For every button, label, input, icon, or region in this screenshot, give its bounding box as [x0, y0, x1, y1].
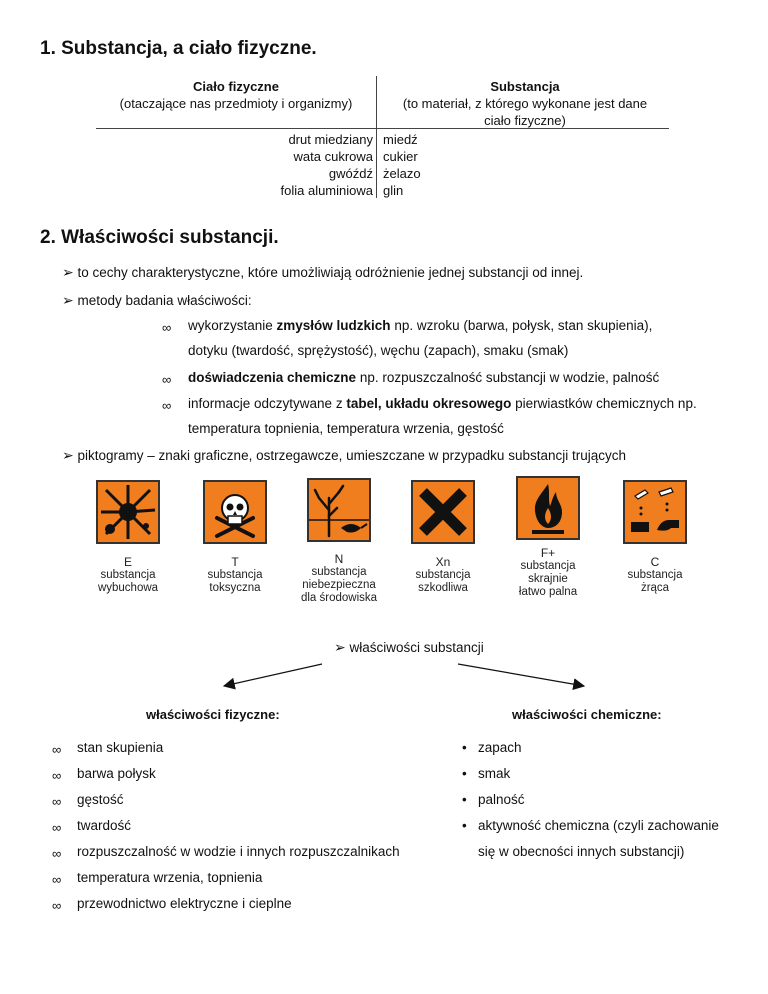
method-tables-post: pierwiastków chemicznych np. — [511, 396, 697, 411]
col-right-sub2: ciało fizyczne) — [484, 113, 566, 128]
table-row-body: drut miedziany — [288, 132, 373, 147]
infinity-bullet-icon: ∞ — [52, 898, 62, 913]
arrow-left — [224, 664, 322, 686]
chemical-item-continued: się w obecności innych substancji) — [478, 844, 685, 859]
pictogram-line2: żrąca — [640, 582, 670, 594]
method-senses-bold: zmysłów ludzkich — [276, 318, 391, 333]
bullet-dot-icon: • — [462, 818, 467, 833]
physical-item: przewodnictwo elektryczne i cieplne — [77, 896, 292, 911]
chemical-item: smak — [478, 766, 511, 781]
infinity-bullet-icon: ∞ — [52, 742, 62, 757]
pictograms-text: piktogramy – znaki graficzne, ostrzegawcze, umieszczane w przypadku substancji trujących — [77, 448, 626, 463]
section2-heading: 2. Właściwości substancji. — [40, 227, 279, 248]
table-row-body: gwóźdź — [328, 166, 373, 181]
pictogram-line2: szkodliwa — [418, 582, 468, 594]
definition-text: to cechy charakterystyczne, które umożliwiają odróżnienie jednej substancji od innej. — [77, 265, 584, 280]
pictogram-line1: substancja — [520, 560, 576, 572]
physical-item: twardość — [77, 818, 132, 833]
pictogram-line3: dla środowiska — [300, 592, 378, 604]
pictogram-code: N — [334, 552, 344, 566]
arrow-bullet-icon: ➢ — [62, 447, 74, 463]
physical-item: gęstość — [77, 792, 124, 807]
section1-heading: 1. Substancja, a ciało fizyczne. — [40, 38, 317, 59]
col-left-title: Ciało fizyczne — [193, 79, 279, 94]
infinity-bullet-icon: ∞ — [162, 372, 172, 387]
pictogram-code: F+ — [540, 546, 556, 560]
pictogram-code: C — [650, 555, 660, 569]
bullet-dot-icon: • — [462, 740, 467, 755]
table-row-substance: żelazo — [383, 166, 421, 181]
table-row-substance: glin — [383, 183, 404, 198]
pictogram-line1: substancja — [100, 569, 156, 581]
table-row-body: wata cukrowa — [293, 149, 373, 164]
method-senses-post: np. wzroku (barwa, połysk, stan skupienia), — [390, 318, 653, 333]
physical-item: stan skupienia — [77, 740, 164, 755]
method-tables-pre: informacje odczytywane z — [188, 396, 347, 411]
infinity-bullet-icon: ∞ — [52, 768, 62, 783]
chemical-item: palność — [478, 792, 525, 807]
col-left-sub: (otaczające nas przedmioty i organizmy) — [119, 96, 353, 111]
table-row-substance: cukier — [383, 149, 418, 164]
pictogram-line1: substancja — [627, 569, 683, 581]
pictogram-line2: toksyczna — [209, 582, 261, 594]
arrow-right — [458, 664, 584, 686]
table-row-substance: miedź — [383, 132, 418, 147]
pictogram-line3: łatwo palna — [518, 586, 578, 598]
method-senses-line2: dotyku (twardość, sprężystość), węchu (zapach), smaku (smak) — [188, 343, 569, 358]
physical-title: właściwości fizyczne: — [146, 707, 280, 722]
method-tables-line2: temperatura topnienia, temperatura wrzenia, gęstość — [188, 421, 504, 436]
chemical-title: właściwości chemiczne: — [512, 707, 662, 722]
properties-root-label: właściwości substancji — [349, 640, 484, 655]
infinity-bullet-icon: ∞ — [52, 846, 62, 861]
col-right-sub1: (to materiał, z którego wykonane jest dane — [402, 96, 648, 111]
pictogram-code: T — [231, 555, 239, 569]
pictogram-line1: substancja — [207, 569, 263, 581]
pictogram-code: Xn — [435, 555, 451, 569]
table-row-body: folia aluminiowa — [280, 183, 373, 198]
infinity-bullet-icon: ∞ — [52, 794, 62, 809]
arrow-bullet-icon: ➢ — [62, 292, 74, 308]
physical-item: rozpuszczalność w wodzie i innych rozpuszczalnikach — [77, 844, 400, 859]
infinity-bullet-icon: ∞ — [52, 820, 62, 835]
infinity-bullet-icon: ∞ — [162, 398, 172, 413]
bullet-dot-icon: • — [462, 792, 467, 807]
physical-item: temperatura wrzenia, topnienia — [77, 870, 263, 885]
chemical-item: zapach — [478, 740, 522, 755]
col-right-title: Substancja — [490, 79, 560, 94]
arrow-bullet-icon: ➢ — [62, 264, 74, 280]
physical-item: barwa połysk — [77, 766, 156, 781]
method-experiments-post: np. rozpuszczalność substancji w wodzie, palność — [356, 370, 660, 385]
method-experiments-bold: doświadczenia chemiczne — [188, 370, 357, 385]
arrow-bullet-icon: ➢ — [334, 639, 346, 655]
bullet-dot-icon: • — [462, 766, 467, 781]
infinity-bullet-icon: ∞ — [162, 320, 172, 335]
methods-text: metody badania właściwości: — [77, 293, 252, 308]
infinity-bullet-icon: ∞ — [52, 872, 62, 887]
pictogram-line2: skrajnie — [528, 573, 568, 585]
pictogram-line2: niebezpieczna — [302, 579, 376, 591]
pictogram-code: E — [123, 555, 132, 569]
pictogram-line1: substancja — [311, 566, 367, 578]
method-tables-bold: tabel, układu okresowego — [346, 396, 512, 411]
pictogram-line2: wybuchowa — [97, 582, 159, 594]
pictogram-line1: substancja — [415, 569, 471, 581]
chemical-item: aktywność chemiczna (czyli zachowanie — [478, 818, 719, 833]
method-senses-pre: wykorzystanie — [188, 318, 277, 333]
